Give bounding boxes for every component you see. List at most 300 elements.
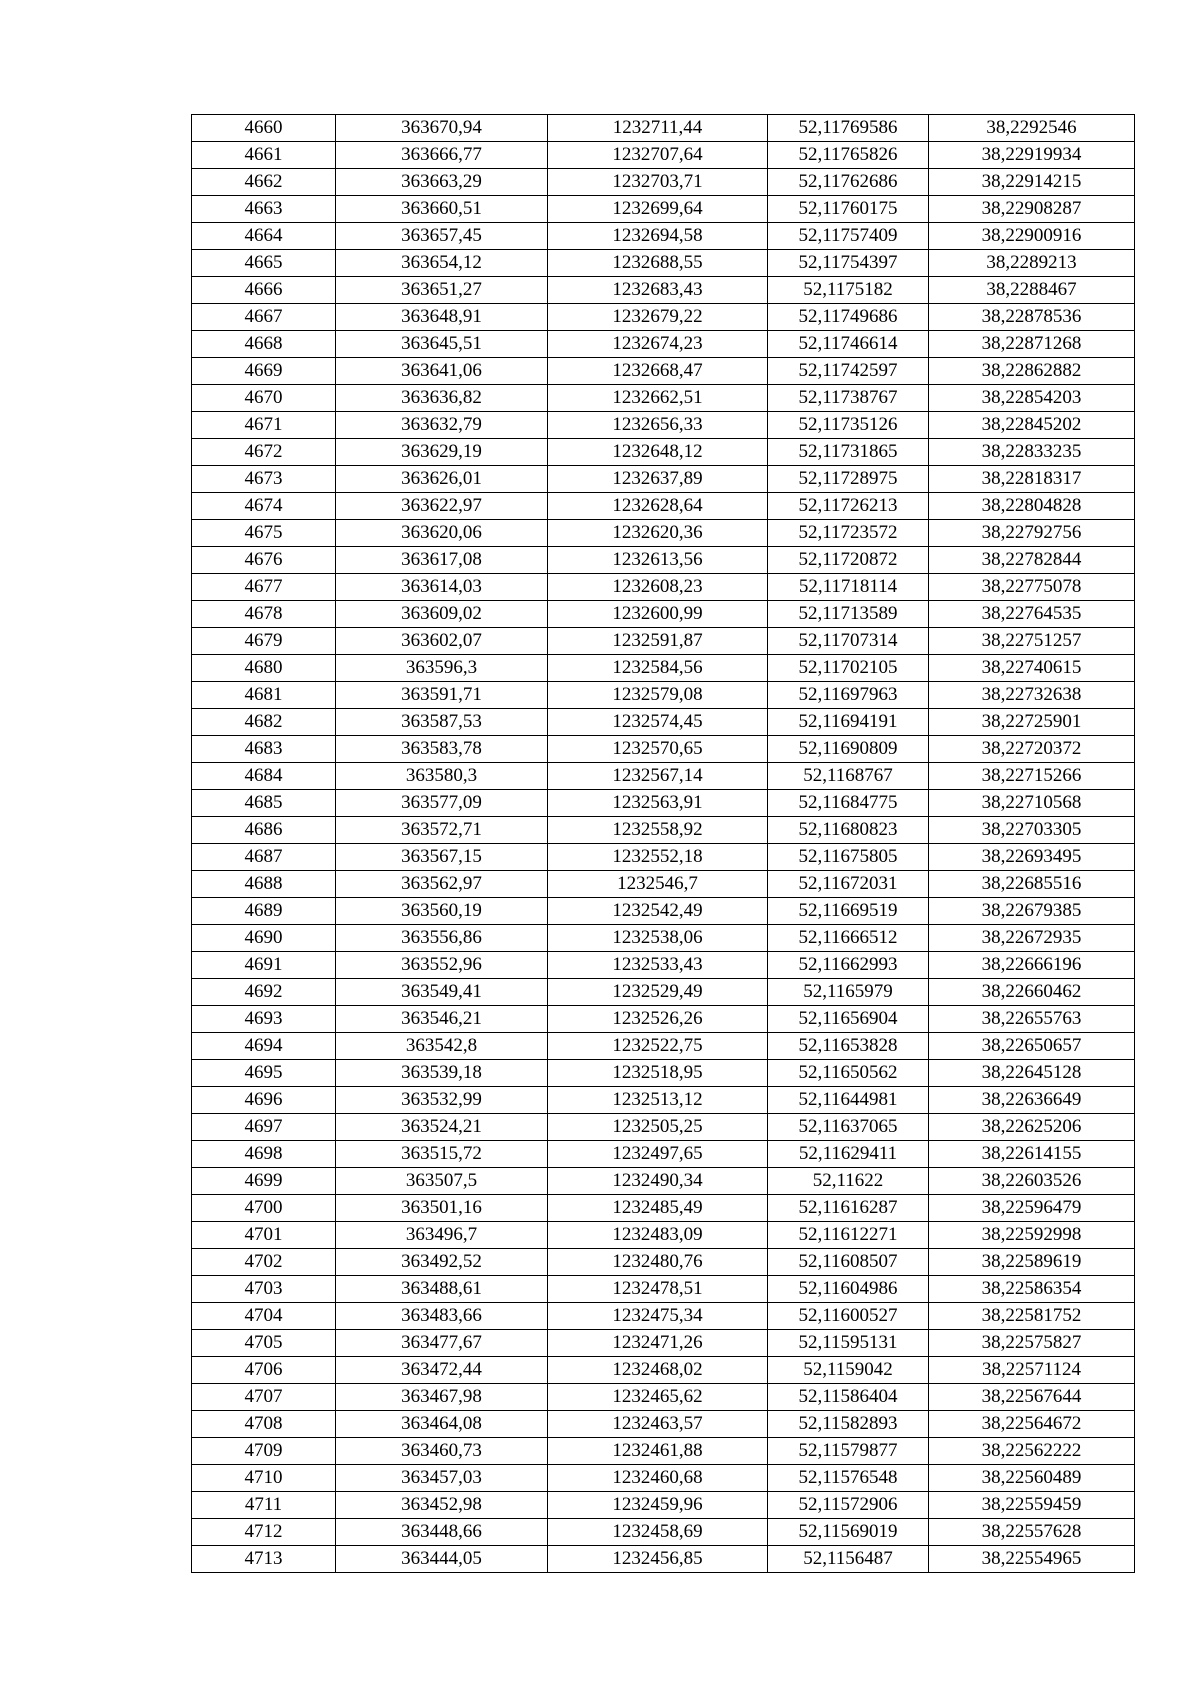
longitude-cell: 38,22614155 (929, 1141, 1135, 1168)
x-coordinate-cell: 363444,05 (336, 1546, 548, 1573)
longitude-cell: 38,22592998 (929, 1222, 1135, 1249)
longitude-cell: 38,2289213 (929, 250, 1135, 277)
x-coordinate-cell: 363622,97 (336, 493, 548, 520)
table-row (192, 169, 1135, 196)
longitude-cell: 38,22862882 (929, 358, 1135, 385)
y-coordinate-cell: 1232456,85 (548, 1546, 768, 1573)
point-number-cell: 4704 (192, 1303, 336, 1330)
longitude-cell: 38,22725901 (929, 709, 1135, 736)
longitude-cell: 38,22554965 (929, 1546, 1135, 1573)
point-number-cell: 4671 (192, 412, 336, 439)
latitude-cell: 52,11707314 (768, 628, 929, 655)
table-row (192, 547, 1135, 574)
table-row (192, 1384, 1135, 1411)
latitude-cell: 52,11769586 (768, 115, 929, 142)
latitude-cell: 52,11749686 (768, 304, 929, 331)
point-number-cell: 4694 (192, 1033, 336, 1060)
longitude-cell: 38,22596479 (929, 1195, 1135, 1222)
table-row (192, 979, 1135, 1006)
point-number-cell: 4708 (192, 1411, 336, 1438)
longitude-cell: 38,22603526 (929, 1168, 1135, 1195)
table-row (192, 1006, 1135, 1033)
y-coordinate-cell: 1232522,75 (548, 1033, 768, 1060)
point-number-cell: 4687 (192, 844, 336, 871)
longitude-cell: 38,2292546 (929, 115, 1135, 142)
point-number-cell: 4660 (192, 115, 336, 142)
table-row (192, 1195, 1135, 1222)
longitude-cell: 38,22914215 (929, 169, 1135, 196)
latitude-cell: 52,11742597 (768, 358, 929, 385)
y-coordinate-cell: 1232529,49 (548, 979, 768, 1006)
longitude-cell: 38,22908287 (929, 196, 1135, 223)
y-coordinate-cell: 1232533,43 (548, 952, 768, 979)
table-row (192, 1519, 1135, 1546)
longitude-cell: 38,22792756 (929, 520, 1135, 547)
table-row (192, 817, 1135, 844)
latitude-cell: 52,11723572 (768, 520, 929, 547)
x-coordinate-cell: 363496,7 (336, 1222, 548, 1249)
y-coordinate-cell: 1232471,26 (548, 1330, 768, 1357)
longitude-cell: 38,22575827 (929, 1330, 1135, 1357)
latitude-cell: 52,11735126 (768, 412, 929, 439)
y-coordinate-cell: 1232468,02 (548, 1357, 768, 1384)
x-coordinate-cell: 363609,02 (336, 601, 548, 628)
x-coordinate-cell: 363620,06 (336, 520, 548, 547)
point-number-cell: 4701 (192, 1222, 336, 1249)
x-coordinate-cell: 363596,3 (336, 655, 548, 682)
point-number-cell: 4685 (192, 790, 336, 817)
y-coordinate-cell: 1232620,36 (548, 520, 768, 547)
table-row (192, 898, 1135, 925)
point-number-cell: 4703 (192, 1276, 336, 1303)
x-coordinate-cell: 363660,51 (336, 196, 548, 223)
point-number-cell: 4664 (192, 223, 336, 250)
point-number-cell: 4688 (192, 871, 336, 898)
table-row (192, 331, 1135, 358)
x-coordinate-cell: 363507,5 (336, 1168, 548, 1195)
longitude-cell: 38,22666196 (929, 952, 1135, 979)
x-coordinate-cell: 363577,09 (336, 790, 548, 817)
y-coordinate-cell: 1232538,06 (548, 925, 768, 952)
point-number-cell: 4676 (192, 547, 336, 574)
y-coordinate-cell: 1232463,57 (548, 1411, 768, 1438)
table-row (192, 1222, 1135, 1249)
longitude-cell: 38,22833235 (929, 439, 1135, 466)
x-coordinate-cell: 363587,53 (336, 709, 548, 736)
longitude-cell: 38,22589619 (929, 1249, 1135, 1276)
table-row (192, 1249, 1135, 1276)
x-coordinate-cell: 363515,72 (336, 1141, 548, 1168)
y-coordinate-cell: 1232490,34 (548, 1168, 768, 1195)
latitude-cell: 52,11669519 (768, 898, 929, 925)
point-number-cell: 4693 (192, 1006, 336, 1033)
x-coordinate-cell: 363539,18 (336, 1060, 548, 1087)
longitude-cell: 38,22845202 (929, 412, 1135, 439)
x-coordinate-cell: 363562,97 (336, 871, 548, 898)
y-coordinate-cell: 1232648,12 (548, 439, 768, 466)
table-row (192, 223, 1135, 250)
table-row (192, 601, 1135, 628)
longitude-cell: 38,22636649 (929, 1087, 1135, 1114)
latitude-cell: 52,11662993 (768, 952, 929, 979)
latitude-cell: 52,11569019 (768, 1519, 929, 1546)
y-coordinate-cell: 1232668,47 (548, 358, 768, 385)
x-coordinate-cell: 363651,27 (336, 277, 548, 304)
point-number-cell: 4712 (192, 1519, 336, 1546)
latitude-cell: 52,11672031 (768, 871, 929, 898)
longitude-cell: 38,22586354 (929, 1276, 1135, 1303)
point-number-cell: 4691 (192, 952, 336, 979)
x-coordinate-cell: 363488,61 (336, 1276, 548, 1303)
x-coordinate-cell: 363477,67 (336, 1330, 548, 1357)
latitude-cell: 52,11762686 (768, 169, 929, 196)
x-coordinate-cell: 363556,86 (336, 925, 548, 952)
latitude-cell: 52,11718114 (768, 574, 929, 601)
longitude-cell: 38,2288467 (929, 277, 1135, 304)
x-coordinate-cell: 363663,29 (336, 169, 548, 196)
x-coordinate-cell: 363567,15 (336, 844, 548, 871)
y-coordinate-cell: 1232707,64 (548, 142, 768, 169)
latitude-cell: 52,11612271 (768, 1222, 929, 1249)
longitude-cell: 38,22571124 (929, 1357, 1135, 1384)
y-coordinate-cell: 1232497,65 (548, 1141, 768, 1168)
latitude-cell: 52,11728975 (768, 466, 929, 493)
table-row (192, 439, 1135, 466)
latitude-cell: 52,11572906 (768, 1492, 929, 1519)
x-coordinate-cell: 363467,98 (336, 1384, 548, 1411)
point-number-cell: 4709 (192, 1438, 336, 1465)
y-coordinate-cell: 1232574,45 (548, 709, 768, 736)
table-row (192, 196, 1135, 223)
latitude-cell: 52,11760175 (768, 196, 929, 223)
x-coordinate-cell: 363464,08 (336, 1411, 548, 1438)
longitude-cell: 38,22557628 (929, 1519, 1135, 1546)
point-number-cell: 4667 (192, 304, 336, 331)
point-number-cell: 4695 (192, 1060, 336, 1087)
y-coordinate-cell: 1232480,76 (548, 1249, 768, 1276)
longitude-cell: 38,22562222 (929, 1438, 1135, 1465)
longitude-cell: 38,22672935 (929, 925, 1135, 952)
point-number-cell: 4707 (192, 1384, 336, 1411)
table-row (192, 1033, 1135, 1060)
table-row (192, 844, 1135, 871)
y-coordinate-cell: 1232628,64 (548, 493, 768, 520)
x-coordinate-cell: 363492,52 (336, 1249, 548, 1276)
x-coordinate-cell: 363654,12 (336, 250, 548, 277)
point-number-cell: 4696 (192, 1087, 336, 1114)
y-coordinate-cell: 1232683,43 (548, 277, 768, 304)
longitude-cell: 38,22567644 (929, 1384, 1135, 1411)
x-coordinate-cell: 363632,79 (336, 412, 548, 439)
latitude-cell: 52,11653828 (768, 1033, 929, 1060)
y-coordinate-cell: 1232570,65 (548, 736, 768, 763)
longitude-cell: 38,22764535 (929, 601, 1135, 628)
table-row (192, 115, 1135, 142)
latitude-cell: 52,11600527 (768, 1303, 929, 1330)
y-coordinate-cell: 1232483,09 (548, 1222, 768, 1249)
point-number-cell: 4674 (192, 493, 336, 520)
latitude-cell: 52,11582893 (768, 1411, 929, 1438)
latitude-cell: 52,11576548 (768, 1465, 929, 1492)
latitude-cell: 52,11666512 (768, 925, 929, 952)
x-coordinate-cell: 363572,71 (336, 817, 548, 844)
y-coordinate-cell: 1232567,14 (548, 763, 768, 790)
point-number-cell: 4692 (192, 979, 336, 1006)
table-row (192, 493, 1135, 520)
point-number-cell: 4670 (192, 385, 336, 412)
y-coordinate-cell: 1232600,99 (548, 601, 768, 628)
longitude-cell: 38,22710568 (929, 790, 1135, 817)
latitude-cell: 52,11702105 (768, 655, 929, 682)
y-coordinate-cell: 1232475,34 (548, 1303, 768, 1330)
x-coordinate-cell: 363501,16 (336, 1195, 548, 1222)
table-row (192, 736, 1135, 763)
y-coordinate-cell: 1232656,33 (548, 412, 768, 439)
table-row (192, 682, 1135, 709)
x-coordinate-cell: 363560,19 (336, 898, 548, 925)
point-number-cell: 4661 (192, 142, 336, 169)
y-coordinate-cell: 1232552,18 (548, 844, 768, 871)
longitude-cell: 38,22703305 (929, 817, 1135, 844)
y-coordinate-cell: 1232546,7 (548, 871, 768, 898)
longitude-cell: 38,22715266 (929, 763, 1135, 790)
x-coordinate-cell: 363626,01 (336, 466, 548, 493)
x-coordinate-cell: 363666,77 (336, 142, 548, 169)
y-coordinate-cell: 1232679,22 (548, 304, 768, 331)
y-coordinate-cell: 1232465,62 (548, 1384, 768, 1411)
point-number-cell: 4678 (192, 601, 336, 628)
latitude-cell: 52,11694191 (768, 709, 929, 736)
latitude-cell: 52,11616287 (768, 1195, 929, 1222)
x-coordinate-cell: 363457,03 (336, 1465, 548, 1492)
x-coordinate-cell: 363648,91 (336, 304, 548, 331)
longitude-cell: 38,22878536 (929, 304, 1135, 331)
latitude-cell: 52,1156487 (768, 1546, 929, 1573)
latitude-cell: 52,11738767 (768, 385, 929, 412)
x-coordinate-cell: 363617,08 (336, 547, 548, 574)
longitude-cell: 38,22625206 (929, 1114, 1135, 1141)
table-row (192, 925, 1135, 952)
latitude-cell: 52,1168767 (768, 763, 929, 790)
point-number-cell: 4713 (192, 1546, 336, 1573)
point-number-cell: 4710 (192, 1465, 336, 1492)
longitude-cell: 38,22650657 (929, 1033, 1135, 1060)
longitude-cell: 38,22660462 (929, 979, 1135, 1006)
longitude-cell: 38,22740615 (929, 655, 1135, 682)
x-coordinate-cell: 363549,41 (336, 979, 548, 1006)
point-number-cell: 4680 (192, 655, 336, 682)
y-coordinate-cell: 1232513,12 (548, 1087, 768, 1114)
point-number-cell: 4690 (192, 925, 336, 952)
x-coordinate-cell: 363629,19 (336, 439, 548, 466)
point-number-cell: 4679 (192, 628, 336, 655)
x-coordinate-cell: 363670,94 (336, 115, 548, 142)
latitude-cell: 52,11697963 (768, 682, 929, 709)
table-row (192, 763, 1135, 790)
point-number-cell: 4677 (192, 574, 336, 601)
y-coordinate-cell: 1232563,91 (548, 790, 768, 817)
y-coordinate-cell: 1232518,95 (548, 1060, 768, 1087)
y-coordinate-cell: 1232662,51 (548, 385, 768, 412)
latitude-cell: 52,11754397 (768, 250, 929, 277)
latitude-cell: 52,11720872 (768, 547, 929, 574)
point-number-cell: 4663 (192, 196, 336, 223)
table-row (192, 385, 1135, 412)
table-row (192, 1411, 1135, 1438)
point-number-cell: 4698 (192, 1141, 336, 1168)
y-coordinate-cell: 1232703,71 (548, 169, 768, 196)
longitude-cell: 38,22560489 (929, 1465, 1135, 1492)
latitude-cell: 52,11650562 (768, 1060, 929, 1087)
longitude-cell: 38,22775078 (929, 574, 1135, 601)
table-row (192, 412, 1135, 439)
longitude-cell: 38,22655763 (929, 1006, 1135, 1033)
y-coordinate-cell: 1232458,69 (548, 1519, 768, 1546)
x-coordinate-cell: 363580,3 (336, 763, 548, 790)
latitude-cell: 52,11684775 (768, 790, 929, 817)
point-number-cell: 4675 (192, 520, 336, 547)
table-row (192, 628, 1135, 655)
x-coordinate-cell: 363602,07 (336, 628, 548, 655)
table-row (192, 952, 1135, 979)
latitude-cell: 52,11731865 (768, 439, 929, 466)
longitude-cell: 38,22871268 (929, 331, 1135, 358)
table-row (192, 1276, 1135, 1303)
y-coordinate-cell: 1232461,88 (548, 1438, 768, 1465)
table-row (192, 520, 1135, 547)
table-row (192, 1114, 1135, 1141)
latitude-cell: 52,11586404 (768, 1384, 929, 1411)
point-number-cell: 4700 (192, 1195, 336, 1222)
y-coordinate-cell: 1232485,49 (548, 1195, 768, 1222)
table-row (192, 466, 1135, 493)
point-number-cell: 4665 (192, 250, 336, 277)
table-row (192, 1060, 1135, 1087)
latitude-cell: 52,11637065 (768, 1114, 929, 1141)
point-number-cell: 4668 (192, 331, 336, 358)
point-number-cell: 4673 (192, 466, 336, 493)
longitude-cell: 38,22919934 (929, 142, 1135, 169)
point-number-cell: 4682 (192, 709, 336, 736)
latitude-cell: 52,11608507 (768, 1249, 929, 1276)
y-coordinate-cell: 1232558,92 (548, 817, 768, 844)
y-coordinate-cell: 1232542,49 (548, 898, 768, 925)
table-row (192, 304, 1135, 331)
latitude-cell: 52,11757409 (768, 223, 929, 250)
y-coordinate-cell: 1232613,56 (548, 547, 768, 574)
x-coordinate-cell: 363472,44 (336, 1357, 548, 1384)
y-coordinate-cell: 1232526,26 (548, 1006, 768, 1033)
longitude-cell: 38,22732638 (929, 682, 1135, 709)
table-row (192, 574, 1135, 601)
x-coordinate-cell: 363452,98 (336, 1492, 548, 1519)
latitude-cell: 52,11629411 (768, 1141, 929, 1168)
point-number-cell: 4681 (192, 682, 336, 709)
y-coordinate-cell: 1232460,68 (548, 1465, 768, 1492)
table-row (192, 277, 1135, 304)
coordinates-table-body (192, 115, 1135, 1573)
y-coordinate-cell: 1232699,64 (548, 196, 768, 223)
longitude-cell: 38,22720372 (929, 736, 1135, 763)
longitude-cell: 38,22782844 (929, 547, 1135, 574)
table-row (192, 1438, 1135, 1465)
x-coordinate-cell: 363641,06 (336, 358, 548, 385)
latitude-cell: 52,1165979 (768, 979, 929, 1006)
latitude-cell: 52,11579877 (768, 1438, 929, 1465)
y-coordinate-cell: 1232478,51 (548, 1276, 768, 1303)
latitude-cell: 52,11644981 (768, 1087, 929, 1114)
x-coordinate-cell: 363524,21 (336, 1114, 548, 1141)
y-coordinate-cell: 1232505,25 (548, 1114, 768, 1141)
point-number-cell: 4672 (192, 439, 336, 466)
x-coordinate-cell: 363636,82 (336, 385, 548, 412)
latitude-cell: 52,11604986 (768, 1276, 929, 1303)
y-coordinate-cell: 1232579,08 (548, 682, 768, 709)
y-coordinate-cell: 1232711,44 (548, 115, 768, 142)
point-number-cell: 4697 (192, 1114, 336, 1141)
longitude-cell: 38,22581752 (929, 1303, 1135, 1330)
table-row (192, 358, 1135, 385)
y-coordinate-cell: 1232674,23 (548, 331, 768, 358)
table-row (192, 1303, 1135, 1330)
latitude-cell: 52,1175182 (768, 277, 929, 304)
longitude-cell: 38,22804828 (929, 493, 1135, 520)
longitude-cell: 38,22679385 (929, 898, 1135, 925)
longitude-cell: 38,22564672 (929, 1411, 1135, 1438)
longitude-cell: 38,22854203 (929, 385, 1135, 412)
point-number-cell: 4706 (192, 1357, 336, 1384)
point-number-cell: 4689 (192, 898, 336, 925)
table-row (192, 709, 1135, 736)
x-coordinate-cell: 363583,78 (336, 736, 548, 763)
y-coordinate-cell: 1232584,56 (548, 655, 768, 682)
y-coordinate-cell: 1232459,96 (548, 1492, 768, 1519)
table-row (192, 1465, 1135, 1492)
table-row (192, 655, 1135, 682)
y-coordinate-cell: 1232637,89 (548, 466, 768, 493)
longitude-cell: 38,22818317 (929, 466, 1135, 493)
table-row (192, 250, 1135, 277)
table-row (192, 1492, 1135, 1519)
point-number-cell: 4702 (192, 1249, 336, 1276)
latitude-cell: 52,11746614 (768, 331, 929, 358)
latitude-cell: 52,11595131 (768, 1330, 929, 1357)
x-coordinate-cell: 363532,99 (336, 1087, 548, 1114)
x-coordinate-cell: 363614,03 (336, 574, 548, 601)
latitude-cell: 52,11690809 (768, 736, 929, 763)
point-number-cell: 4686 (192, 817, 336, 844)
latitude-cell: 52,11713589 (768, 601, 929, 628)
x-coordinate-cell: 363460,73 (336, 1438, 548, 1465)
x-coordinate-cell: 363552,96 (336, 952, 548, 979)
coordinates-table (191, 114, 1135, 1573)
y-coordinate-cell: 1232688,55 (548, 250, 768, 277)
latitude-cell: 52,11675805 (768, 844, 929, 871)
y-coordinate-cell: 1232694,58 (548, 223, 768, 250)
point-number-cell: 4684 (192, 763, 336, 790)
point-number-cell: 4666 (192, 277, 336, 304)
longitude-cell: 38,22645128 (929, 1060, 1135, 1087)
table-row (192, 871, 1135, 898)
latitude-cell: 52,11656904 (768, 1006, 929, 1033)
point-number-cell: 4711 (192, 1492, 336, 1519)
table-row (192, 1357, 1135, 1384)
latitude-cell: 52,11765826 (768, 142, 929, 169)
y-coordinate-cell: 1232591,87 (548, 628, 768, 655)
x-coordinate-cell: 363645,51 (336, 331, 548, 358)
table-row (192, 1141, 1135, 1168)
y-coordinate-cell: 1232608,23 (548, 574, 768, 601)
